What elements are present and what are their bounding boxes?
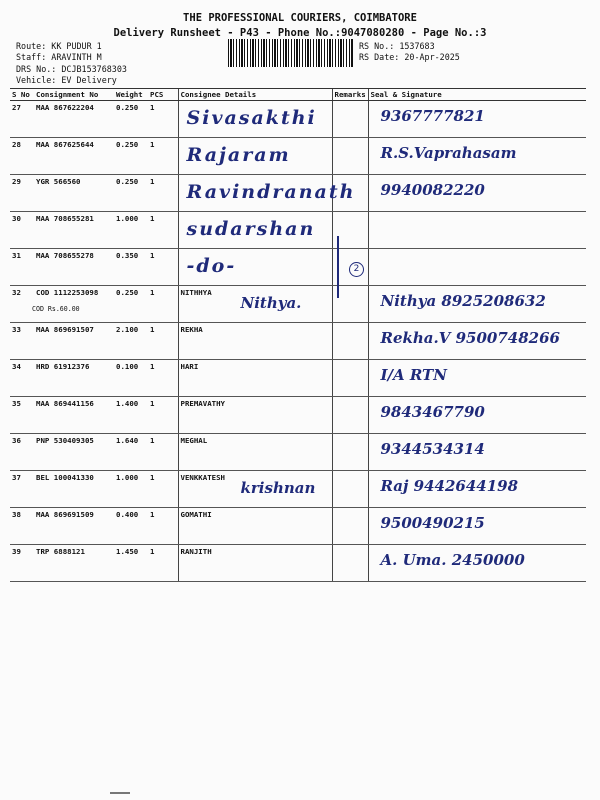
row-sno: 31 [10, 249, 34, 286]
row-sno: 34 [10, 360, 34, 397]
row-weight: 0.250 [114, 175, 148, 212]
row-weight: 0.250 [114, 286, 148, 323]
vehicle-label: Vehicle: EV Delivery [16, 75, 117, 85]
runsheet-subtitle: Delivery Runsheet - P43 - Phone No.:9047080280 - Page No.:3 [113, 27, 487, 39]
table-row [10, 471, 586, 508]
company-title: THE PROFESSIONAL COURIERS, COIMBATORE [183, 12, 417, 24]
col-sno: S No [10, 89, 34, 101]
table-row [10, 508, 586, 545]
row-consignee: MEGHAL [178, 434, 332, 471]
row-sno: 27 [10, 101, 34, 138]
row-signature [368, 508, 586, 545]
col-consignment: Consignment No [34, 89, 114, 101]
row-weight: 0.250 [114, 101, 148, 138]
runsheet-table [10, 88, 586, 582]
row-consignment-no: MAA 708655278 [34, 249, 114, 286]
row-sno: 39 [10, 545, 34, 582]
handwritten-signature: 9500490215 [380, 514, 485, 532]
handwritten-name: sudarshan [186, 218, 316, 240]
page-mark [110, 792, 130, 794]
handwritten-name: Sivasakthi [186, 107, 317, 129]
table-row [10, 286, 586, 323]
row-consignee: RANJITH [178, 545, 332, 582]
row-consignment-no: TRP 6888121 [34, 545, 114, 582]
handwritten-signature: Raj 9442644198 [380, 477, 519, 495]
row-consignee: REKHA [178, 323, 332, 360]
row-pcs: 1 [148, 545, 178, 582]
rs-date: RS Date: 20-Apr-2025 [359, 52, 460, 62]
row-remarks [332, 101, 368, 138]
table-row [10, 323, 586, 360]
row-signature [368, 101, 586, 138]
row-pcs: 1 [148, 323, 178, 360]
handwritten-signature: R.S.Vaprahasam [380, 144, 517, 162]
row-signature [368, 434, 586, 471]
row-signature [368, 175, 586, 212]
handwritten-signature: 9940082220 [380, 181, 485, 199]
row-sno: 33 [10, 323, 34, 360]
row-weight: 1.000 [114, 212, 148, 249]
row-consignment-no: HRD 61912376 [34, 360, 114, 397]
col-pcs: PCS [148, 89, 178, 101]
row-consignee: VENKKATESH krishnan [178, 471, 332, 508]
row-pcs: 1 [148, 471, 178, 508]
table-row [10, 138, 586, 175]
col-signature: Seal & Signature [368, 89, 586, 101]
row-weight: 1.000 [114, 471, 148, 508]
drs-label: DRS No.: DCJB153768303 [16, 64, 127, 74]
row-weight: 2.100 [114, 323, 148, 360]
handwritten-signature: 9344534314 [380, 440, 485, 458]
row-pcs: 1 [148, 508, 178, 545]
col-weight: Weight [114, 89, 148, 101]
row-consignment-no: MAA 708655281 [34, 212, 114, 249]
row-signature [368, 323, 586, 360]
handwritten-signature: A. Uma. 2450000 [380, 551, 525, 569]
handwritten-name: Rajaram [186, 144, 291, 166]
table-row [10, 434, 586, 471]
row-remarks [332, 508, 368, 545]
cod-amount: COD Rs.60.00 [32, 305, 80, 313]
row-sno: 32 [10, 286, 34, 323]
row-consignee [178, 249, 332, 286]
table-body [10, 101, 586, 582]
row-consignee [178, 101, 332, 138]
rs-number: RS No.: 1537683 [359, 41, 435, 51]
row-pcs: 1 [148, 249, 178, 286]
row-pcs: 1 [148, 434, 178, 471]
row-consignee: HARI [178, 360, 332, 397]
handwritten-signature: Rekha.V 9500748266 [380, 329, 560, 347]
row-sno: 35 [10, 397, 34, 434]
row-weight: 0.250 [114, 138, 148, 175]
row-consignment-no: MAA 869691509 [34, 508, 114, 545]
row-consignee: NITHHYA Nithya. [178, 286, 332, 323]
route-label: Route: KK PUDUR 1 [16, 41, 102, 51]
row-weight: 1.640 [114, 434, 148, 471]
row-signature [368, 286, 586, 323]
row-sno: 37 [10, 471, 34, 508]
row-consignment-no: COD 1112253098 COD Rs.60.00 [34, 286, 114, 323]
row-consignment-no: MAA 869691507 [34, 323, 114, 360]
row-pcs: 1 [148, 212, 178, 249]
table-row [10, 397, 586, 434]
row-pcs: 1 [148, 175, 178, 212]
row-remarks [332, 175, 368, 212]
row-remarks [332, 434, 368, 471]
row-consignee [178, 138, 332, 175]
row-consignee [178, 175, 356, 212]
row-consignment-no: PNP 530409305 [34, 434, 114, 471]
row-signature [368, 212, 586, 249]
row-consignee: PREMAVATHY [178, 397, 332, 434]
row-pcs: 1 [148, 360, 178, 397]
staff-label: Staff: ARAVINTH M [16, 52, 102, 62]
row-remarks [332, 360, 368, 397]
row-weight: 0.350 [114, 249, 148, 286]
table-row [10, 175, 586, 212]
row-sno: 36 [10, 434, 34, 471]
handwritten-signature: 9367777821 [380, 107, 485, 125]
table-row [10, 545, 586, 582]
row-pcs: 1 [148, 286, 178, 323]
row-weight: 0.400 [114, 508, 148, 545]
table-row [10, 212, 586, 249]
handwritten-signature: 9843467790 [380, 403, 485, 421]
row-weight: 1.450 [114, 545, 148, 582]
row-remarks [332, 397, 368, 434]
row-remarks [332, 138, 368, 175]
row-pcs: 1 [148, 397, 178, 434]
row-consignment-no: YGR 566560 [34, 175, 114, 212]
row-consignment-no: BEL 100041330 [34, 471, 114, 508]
handwritten-signature: Nithya 8925208632 [380, 292, 546, 310]
handwritten-name: Ravindranath [186, 181, 356, 203]
circled-number-stamp: 2 [349, 262, 364, 277]
row-remarks [332, 323, 368, 360]
row-consignment-no: MAA 867622204 [34, 101, 114, 138]
row-consignment-no: MAA 867625644 [34, 138, 114, 175]
handwritten-name: -do- [186, 255, 237, 277]
row-sno: 29 [10, 175, 34, 212]
row-consignee: GOMATHI [178, 508, 332, 545]
row-sno: 38 [10, 508, 34, 545]
row-sno: 30 [10, 212, 34, 249]
table-row [10, 101, 586, 138]
row-consignee [178, 212, 332, 249]
row-signature [368, 471, 586, 508]
handwritten-signature: I/A RTN [380, 366, 447, 384]
row-pcs: 1 [148, 138, 178, 175]
row-remarks [332, 545, 368, 582]
bracket-mark [337, 236, 339, 298]
row-signature [368, 249, 586, 286]
row-weight: 0.100 [114, 360, 148, 397]
row-sno: 28 [10, 138, 34, 175]
col-remarks: Remarks [332, 89, 368, 101]
row-signature [368, 138, 586, 175]
table-header-row [10, 89, 586, 101]
row-signature [368, 545, 586, 582]
col-consignee: Consignee Details [178, 89, 332, 101]
handwritten-name: krishnan [240, 479, 316, 497]
row-weight: 1.400 [114, 397, 148, 434]
table-row [10, 360, 586, 397]
row-pcs: 1 [148, 101, 178, 138]
barcode-image [228, 39, 353, 67]
handwritten-name: Nithya. [240, 294, 302, 312]
row-signature [368, 360, 586, 397]
table-row [10, 249, 586, 286]
row-consignment-no: MAA 869441156 [34, 397, 114, 434]
row-remarks [332, 471, 368, 508]
row-signature [368, 397, 586, 434]
